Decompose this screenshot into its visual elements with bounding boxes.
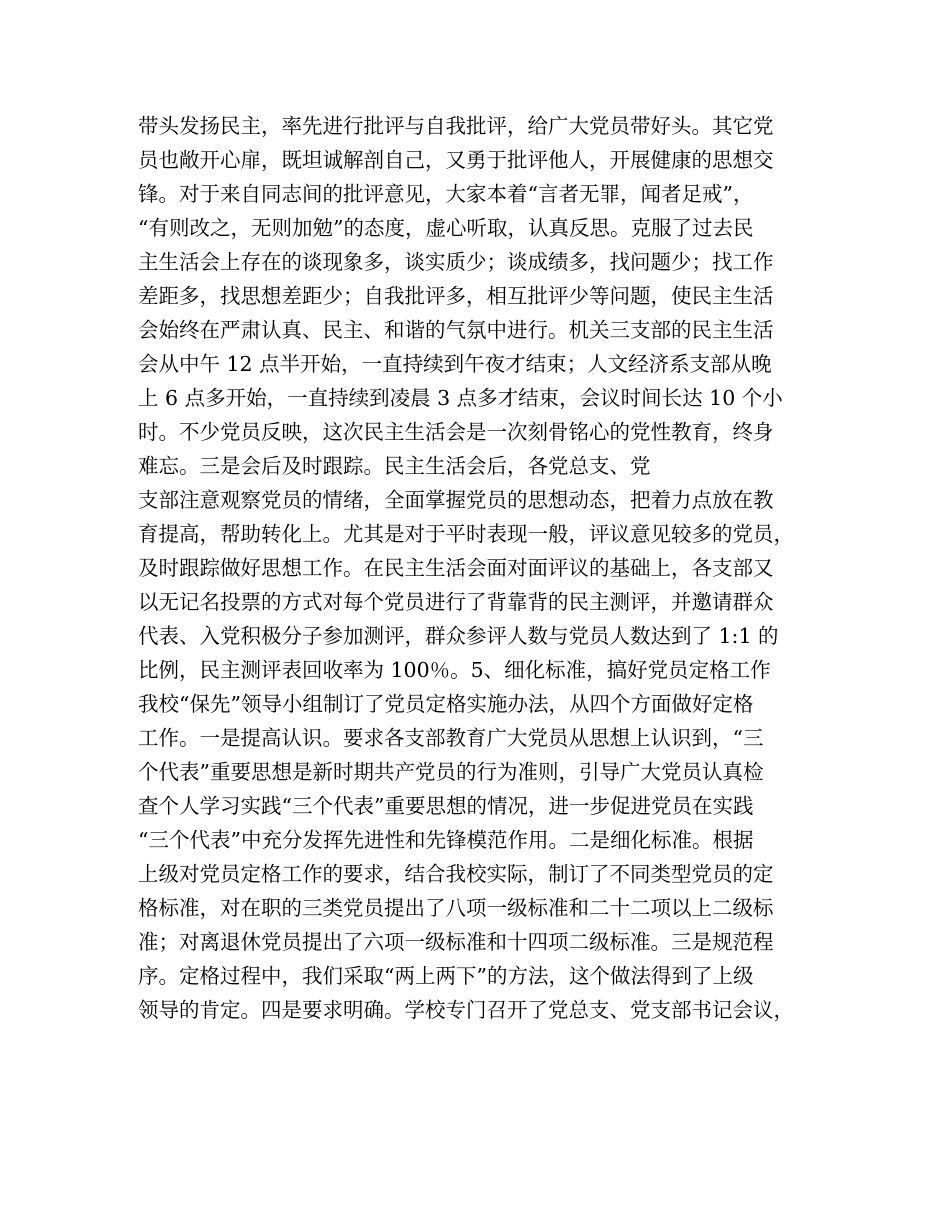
text-line: 时。不少党员反映，这次民主生活会是一次刻骨铭心的党性教育，终身 xyxy=(138,420,774,444)
text-line: 格标准，对在职的三类党员提出了八项一级标准和二十二项以上二级标 xyxy=(138,896,774,920)
text-line: “三个代表”中充分发挥先进性和先锋模范作用。二是细化标准。根据 xyxy=(138,828,754,852)
text-line: 我校“保先”领导小组制订了党员定格实施办法，从四个方面做好定格 xyxy=(138,692,754,716)
text-line: 以无记名投票的方式对每个党员进行了背靠背的民主测评，并邀请群众 xyxy=(138,590,774,614)
text-line: 工作。一是提高认识。要求各支部教育广大党员从思想上认识到，“三 xyxy=(138,726,764,750)
text-line: 锋。对于来自同志间的批评意见，大家本着“言者无罪，闻者足戒”， xyxy=(138,182,754,206)
body-text xyxy=(138,109,828,1027)
text-line: 及时跟踪做好思想工作。在民主生活会面对面评议的基础上，各支部又 xyxy=(138,556,774,580)
text-line: “有则改之，无则加勉”的态度，虚心听取，认真反思。克服了过去民 xyxy=(138,216,754,240)
text-line: 查个人学习实践“三个代表”重要思想的情况，进一步促进党员在实践 xyxy=(138,794,754,818)
text-line: 带头发扬民主，率先进行批评与自我批评，给广大党员带好头。其它党 xyxy=(138,114,774,138)
text-line: 上级对党员定格工作的要求，结合我校实际，制订了不同类型党员的定 xyxy=(138,862,774,886)
text-line: 准；对离退休党员提出了六项一级标准和十四项二级标准。三是规范程 xyxy=(138,930,774,954)
text-line: 难忘。三是会后及时跟踪。民主生活会后，各党总支、党 xyxy=(138,454,651,478)
text-line: 领导的肯定。四是要求明确。学校专门召开了党总支、党支部书记会议， xyxy=(138,998,794,1022)
text-line: 会从中午 12 点半开始，一直持续到午夜才结束；人文经济系支部从晚 xyxy=(138,352,772,376)
text-line: 育提高，帮助转化上。尤其是对于平时表现一般，评议意见较多的党员， xyxy=(138,522,794,546)
text-line: 支部注意观察党员的情绪，全面掌握党员的思想动态，把着力点放在教 xyxy=(138,488,774,512)
text-line: 序。定格过程中，我们采取“两上两下”的方法，这个做法得到了上级 xyxy=(138,964,754,988)
text-line: 差距多，找思想差距少；自我批评多，相互批评少等问题，使民主生活 xyxy=(138,284,774,308)
text-line: 代表、入党积极分子参加测评，群众参评人数与党员人数达到了 1:1 的 xyxy=(138,624,779,648)
text-line: 会始终在严肃认真、民主、和谐的气氛中进行。机关三支部的民主生活 xyxy=(138,318,774,342)
text-line: 上 6 点多开始，一直持续到凌晨 3 点多才结束，会议时间长达 10 个小 xyxy=(138,386,783,410)
text-line: 个代表”重要思想是新时期共产党员的行为准则，引导广大党员认真检 xyxy=(138,760,764,784)
text-line: 员也敞开心扉，既坦诚解剖自己，又勇于批评他人，开展健康的思想交 xyxy=(138,148,774,172)
text-line: 主生活会上存在的谈现象多，谈实质少；谈成绩多，找问题少；找工作 xyxy=(138,250,774,274)
text-line: 比例，民主测评表回收率为 100％。5、细化标准，搞好党员定格工作 xyxy=(138,658,771,682)
